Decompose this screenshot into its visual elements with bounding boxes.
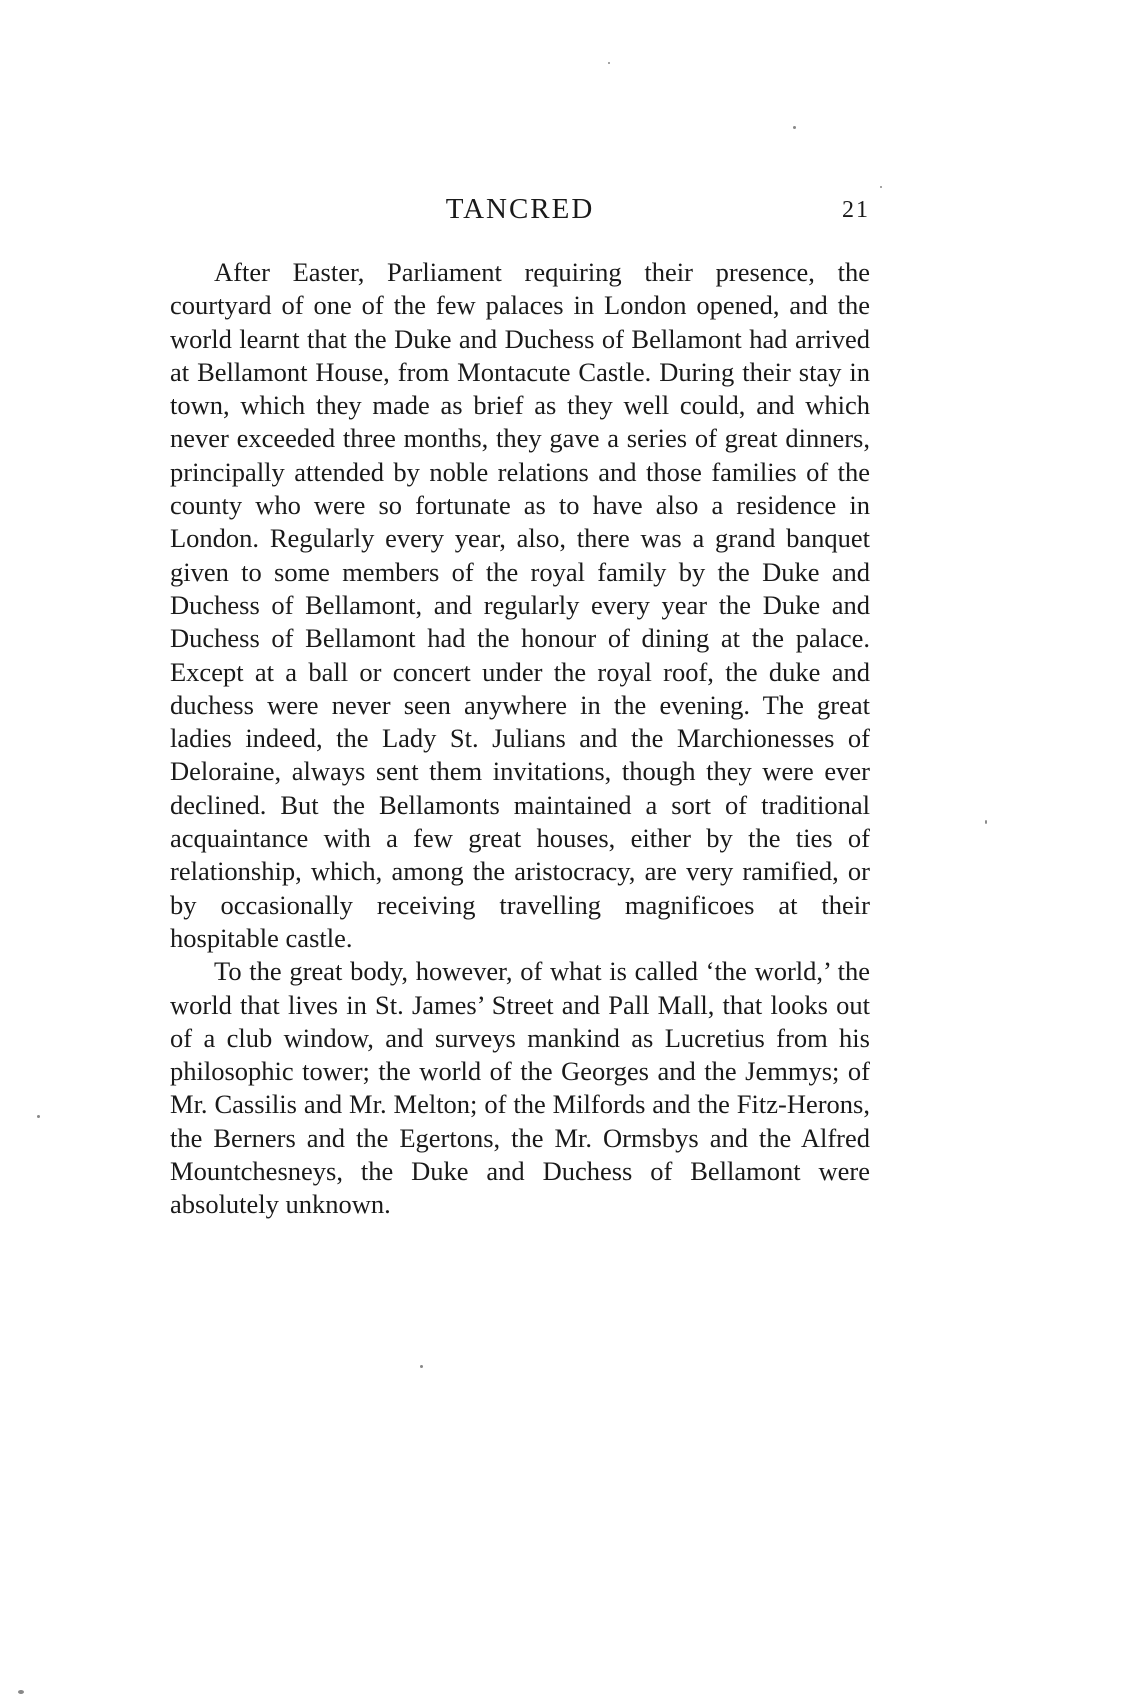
scan-speck (880, 186, 882, 188)
scan-speck (985, 820, 987, 824)
scan-speck (793, 126, 796, 129)
running-title: TANCRED (445, 193, 595, 225)
scan-speck (37, 1115, 40, 1118)
scan-speck (18, 1690, 24, 1694)
scan-speck (420, 1365, 423, 1368)
page-number: 21 (842, 197, 870, 223)
running-header (170, 193, 870, 233)
paragraph-1: After Easter, Parliament requiring their presence, the courtyard of one of the few palaces in London opened, and the world learnt that the Duke and Duchess of Bellamont had arrived at Bellamont House, from Montacute Castle. During their stay in town, which they made as brief as they well could, and which never exceeded three months, they gave a series of great dinners, principally attended by noble relations and those families of the county who were so fortunate as to have also a residence in London. Regularly every year, also, there was a grand banquet given to some members of the royal family by the Duke and Duchess of Bellamont, and regularly every year the Duke and Duchess of Bellamont had the honour of dining at the palace. Except at a ball or concert under the royal roof, the duke and duchess were never seen anywhere in the evening. The great ladies indeed, the Lady St. Julians and the Marchionesses of Deloraine, always sent them invitations, though they were ever declined. But the Bellamonts maintained a sort of traditional acquaintance with a few great houses, either by the ties of relationship, which, among the aristocracy, are very ramified, or by occasionally receiving travelling magnificoes at their hospitable castle. (170, 257, 870, 953)
paragraph-2: To the great body, however, of what is called ‘the world,’ the world that lives in St. James’ Street and Pall Mall, that looks out of a club window, and surveys mankind as Lucretius from his philosophic tower; the world of the Georges and the Jemmys; of Mr. Cassilis and Mr. Melton; of the Milfords and the Fitz-Herons, the Berners and the Egertons, the Mr. Ormsbys and the Alfred Mountchesneys, the Duke and Duchess of Bellamont were absolutely unknown. (170, 956, 870, 1220)
scan-speck (608, 62, 610, 64)
body-text (170, 256, 870, 1222)
